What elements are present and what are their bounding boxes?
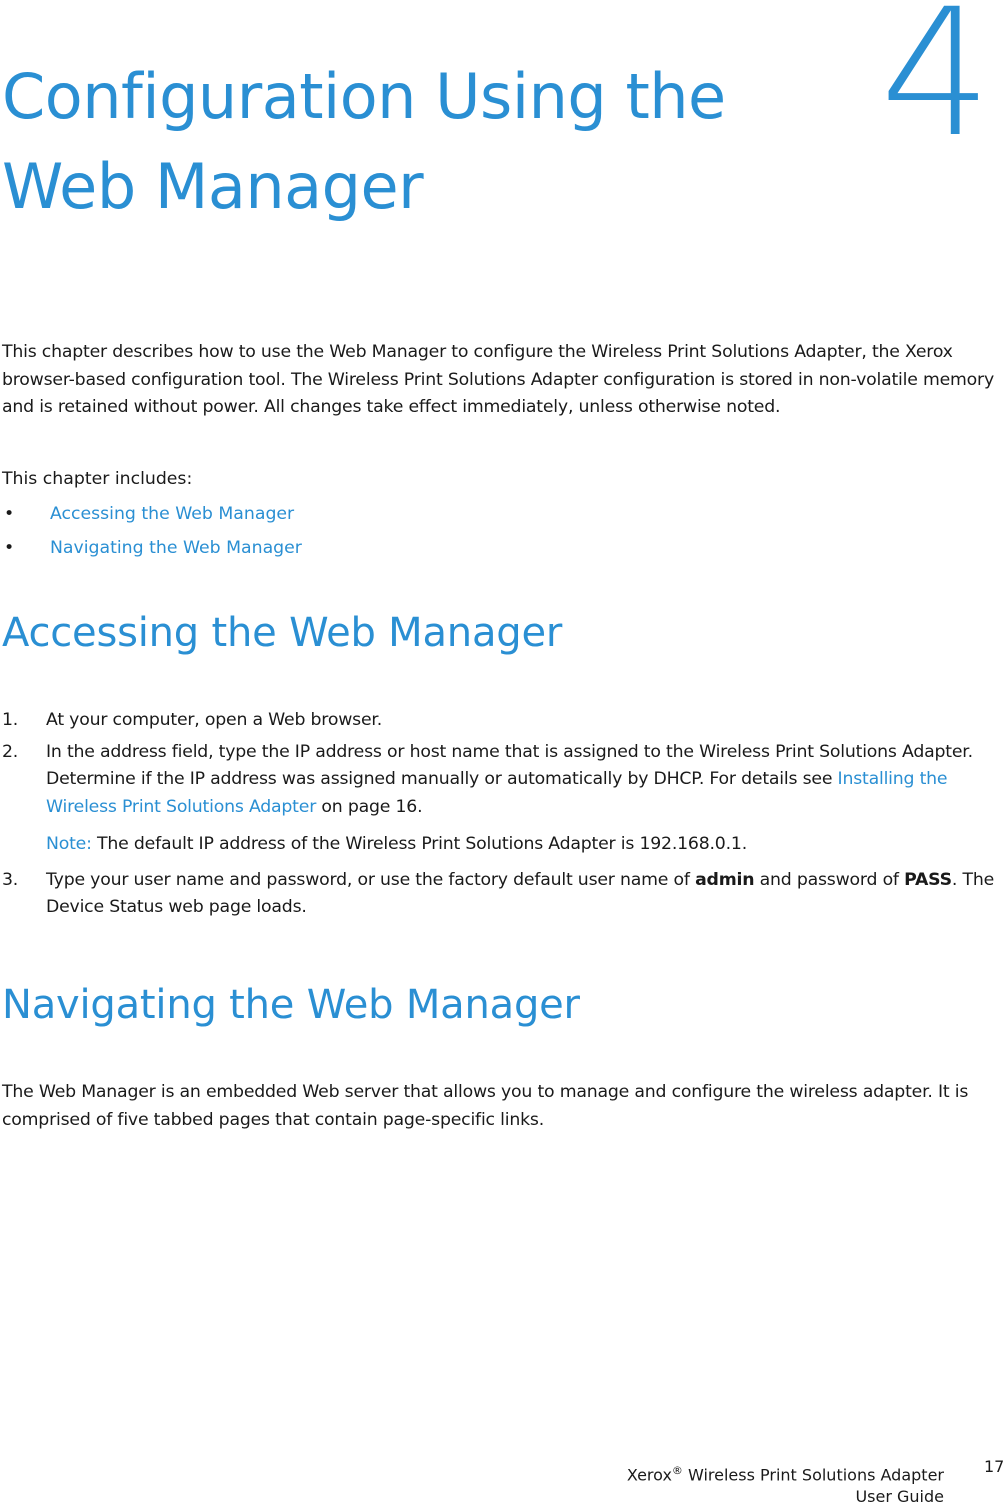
section-heading-navigating: Navigating the Web Manager [2, 982, 580, 1028]
intro-paragraph: This chapter describes how to use the Web Manager to configure the Wireless Print Solutions Adapter, the Xerox browser-based configuration tool. The Wireless Print Solutions Adapter configuration is stored in non-volatile memory and is retained without power. All changes take effect immediately, unless otherwise noted. [2, 342, 994, 417]
chapter-title [2, 52, 726, 232]
link-accessing-web-manager[interactable]: Accessing the Web Manager [50, 504, 295, 524]
step-number: 1. [2, 710, 19, 730]
note-label: Note: [46, 834, 92, 854]
footer-product-name: Wireless Print Solutions Adapter [682, 1465, 944, 1485]
link-navigating-web-manager[interactable]: Navigating the Web Manager [50, 538, 302, 558]
link-installing-adapter[interactable]: Installing the Wireless Print Solutions Adapter [46, 769, 948, 817]
navigating-paragraph: The Web Manager is an embedded Web server that allows you to manage and configure the wireless adapter. It is comprised of five tabbed pages that contain page-specific links. [2, 1082, 969, 1130]
default-username: admin [695, 869, 755, 890]
footer-product [627, 1460, 944, 1486]
step-text-after-link: on page 16. [316, 796, 423, 817]
bullet: • [4, 504, 15, 524]
chapter-number: 4 [880, 0, 988, 176]
step-item [0, 867, 1004, 922]
steps-list [0, 707, 1004, 926]
step-item [0, 739, 1004, 859]
step-text: Type your user name and password, or use the factory default user name of [46, 869, 696, 890]
bullet: • [4, 538, 15, 558]
section-heading-accessing: Accessing the Web Manager [2, 610, 563, 656]
step-text: and password of [754, 869, 905, 890]
step-number: 3. [2, 869, 19, 890]
default-password: PASS [904, 869, 952, 890]
registered-mark: ® [671, 1464, 683, 1477]
note [46, 831, 1004, 859]
step-text: . The Device Status web page loads. [46, 869, 995, 917]
step-text: At your computer, open a Web browser. [46, 710, 382, 730]
footer-guide: User Guide [855, 1487, 944, 1507]
step-text: In the address field, type the IP address or host name that is assigned to the Wireless Print Solutions Adapter. Determine if the IP address was assigned manually or automatically by DHCP. For details see [46, 741, 973, 789]
page-footer [627, 1460, 944, 1508]
chapter-title-line-1: Configuration Using the [2, 60, 726, 133]
chapter-title-line-2: Web Manager [2, 150, 424, 223]
includes-label: This chapter includes: [2, 469, 193, 489]
step-item [0, 707, 1004, 735]
list-item [2, 534, 302, 568]
list-item [2, 500, 302, 534]
step-number: 2. [2, 741, 19, 762]
page-number: 17 [984, 1457, 1005, 1476]
chapter-contents-list [2, 500, 302, 568]
footer-brand: Xerox [626, 1465, 672, 1485]
note-text: The default IP address of the Wireless Print Solutions Adapter is 192.168.0.1. [91, 834, 747, 854]
